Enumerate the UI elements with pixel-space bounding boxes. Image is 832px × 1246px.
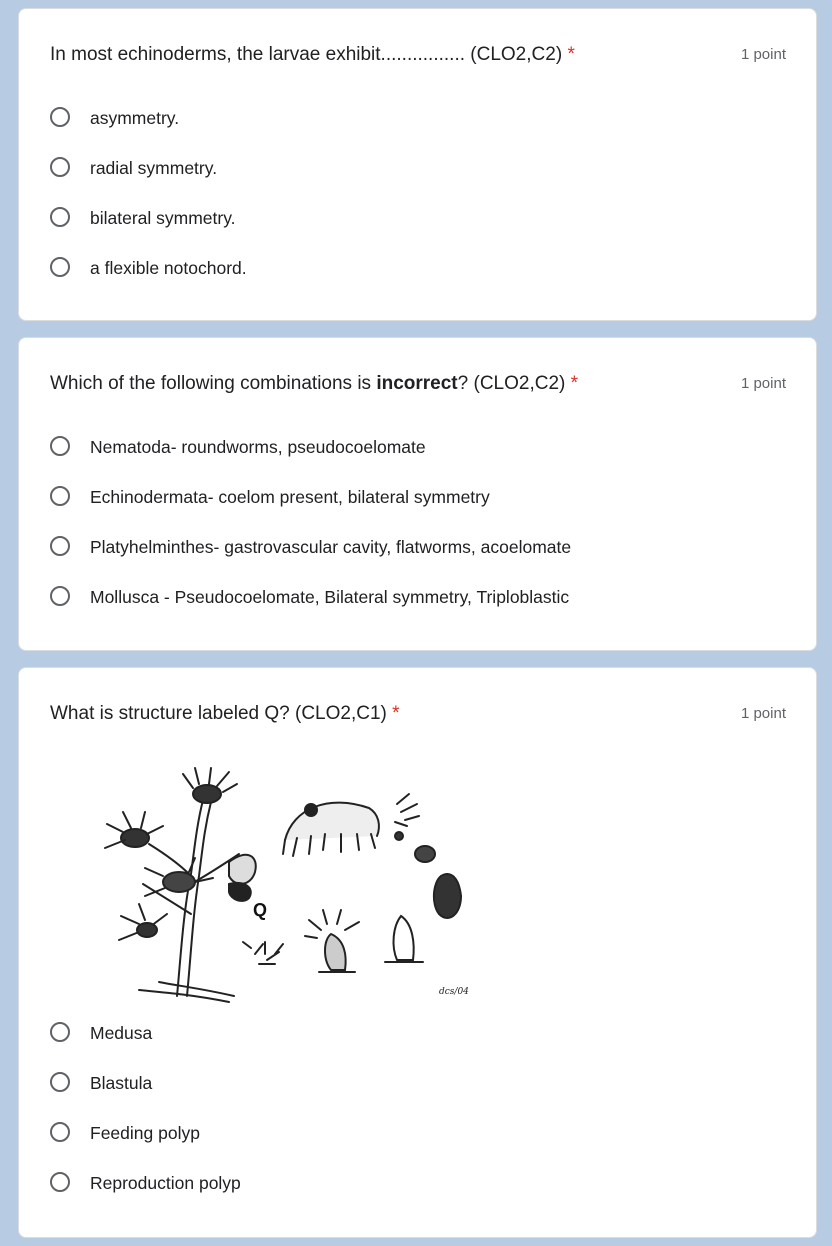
egg: [395, 832, 403, 840]
radio-button[interactable]: [50, 107, 70, 127]
question-points: 1 point: [740, 46, 786, 63]
radio-button[interactable]: [50, 1172, 70, 1192]
question-card-1: [18, 8, 817, 321]
gonophore: [229, 883, 251, 901]
young-polyp: [325, 934, 346, 970]
radio-button[interactable]: [50, 436, 70, 456]
question-title-text: What is structure labeled Q? (CLO2,C1): [50, 703, 387, 724]
colony-stalk: [187, 802, 211, 996]
question-card-2: [18, 337, 817, 651]
gametes: [395, 794, 419, 826]
option-label: Platyhelminthes- gastrovascular cavity, flatworms, acoelomate: [90, 537, 572, 557]
radio-button[interactable]: [50, 207, 70, 227]
required-asterisk: *: [567, 44, 575, 65]
radio-button[interactable]: [50, 1072, 70, 1092]
option-label: Reproduction polyp: [90, 1173, 241, 1193]
radio-button[interactable]: [50, 157, 70, 177]
option-label: Nematoda- roundworms, pseudocoelomate: [90, 437, 426, 457]
planula-larva: [434, 874, 461, 918]
radio-button[interactable]: [50, 536, 70, 556]
question-header: [50, 372, 786, 396]
option-label: radial symmetry.: [90, 158, 218, 178]
question-points: 1 point: [740, 705, 786, 722]
medusa-bell: [285, 803, 379, 840]
option-label: Mollusca - Pseudocoelomate, Bilateral symmetry, Triploblastic: [90, 587, 570, 607]
figure-signature: dcs/04: [439, 987, 469, 997]
settling-larva: [394, 916, 414, 960]
option-label: bilateral symmetry.: [90, 208, 236, 228]
option-label: asymmetry.: [90, 108, 180, 128]
question-card-3: [18, 667, 817, 1238]
question-header: [50, 702, 786, 726]
question-title-text: Which of the following combinations is: [50, 373, 377, 394]
option-label: Blastula: [90, 1073, 153, 1093]
option-label: Feeding polyp: [90, 1123, 200, 1143]
radio-button[interactable]: [50, 257, 70, 277]
figure-label-q: Q: [253, 900, 268, 920]
gonad-dot: [305, 804, 317, 816]
question-points: 1 point: [740, 375, 786, 392]
question-title: [50, 372, 578, 396]
reproductive-polyp: [229, 855, 256, 884]
question-title-emphasis: incorrect: [376, 373, 458, 394]
small-polyps: [243, 942, 283, 964]
obelia-life-cycle-figure: [79, 764, 489, 1008]
question-title-text: In most echinoderms, the larvae exhibit................ (CLO2,C2): [50, 44, 563, 65]
radio-button[interactable]: [50, 486, 70, 506]
question-title: [50, 43, 575, 67]
colony-branch: [149, 844, 189, 874]
polyp-head: [193, 785, 221, 803]
blastula: [415, 846, 435, 862]
required-asterisk: *: [570, 373, 579, 394]
option-label: Echinodermata- coelom present, bilateral symmetry: [90, 487, 490, 507]
required-asterisk: *: [392, 703, 400, 724]
option-label: Medusa: [90, 1023, 153, 1043]
polyp-head: [163, 872, 195, 892]
radio-button[interactable]: [50, 1122, 70, 1142]
question-title-suffix: ? (CLO2,C2): [457, 373, 566, 394]
polyp-head: [121, 829, 149, 847]
polyp-head: [137, 923, 157, 937]
radio-button[interactable]: [50, 1022, 70, 1042]
option-label: a flexible notochord.: [90, 258, 247, 278]
question-header: [50, 43, 786, 67]
radio-button[interactable]: [50, 586, 70, 606]
question-title: [50, 702, 400, 726]
